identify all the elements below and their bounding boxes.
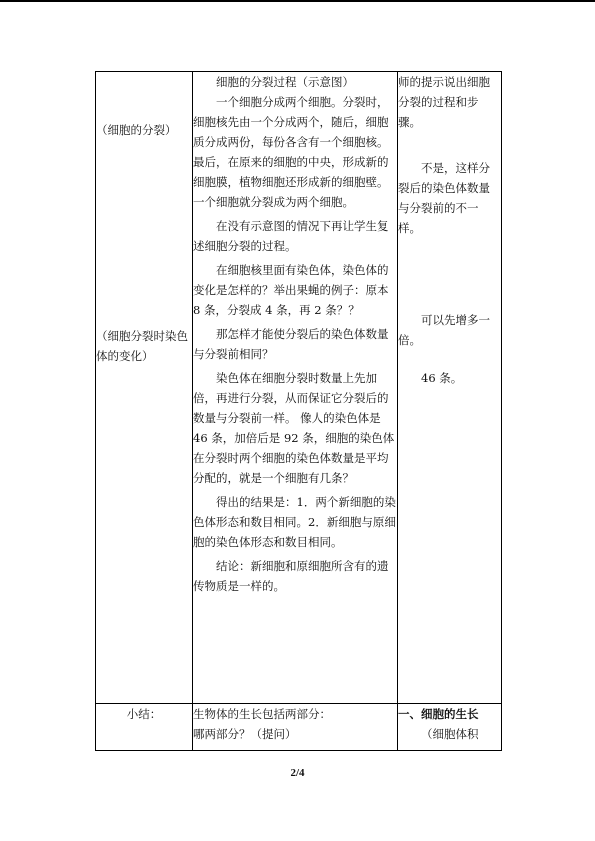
table-row [96, 704, 502, 751]
paragraph: 那怎样才能使分裂后的染色体数量与分裂前相同？ [193, 327, 389, 361]
student-note: 不是，这样分裂后的染色体数量与分裂前的不一样。 [398, 161, 490, 235]
top-rule [0, 0, 595, 2]
paragraph: 一个细胞分成两个细胞。分裂时，细胞核先由一个分成两个，随后，细胞质分成两份，每份各含有一个细胞核。最后，在原来的细胞的中央，形成新的细胞膜，植物细胞还形成新的细胞壁。一个细胞就分裂成为两个细胞。 [193, 95, 389, 209]
student-note: 可以先增多一倍。 [398, 313, 490, 347]
student-note: 46 条。 [421, 371, 463, 385]
page-number: 2/4 [290, 767, 305, 779]
paragraph: 细胞的分裂过程（示意图） [216, 75, 354, 89]
summary-label: 小结： [96, 704, 193, 751]
teacher-activity-column [193, 72, 398, 704]
label-chromosome-change: （细胞分裂时染色体的变化） [96, 329, 188, 363]
lesson-plan-table [95, 71, 502, 751]
summary-notes [398, 704, 502, 751]
student-activity-column [398, 72, 502, 704]
paragraph: 染色体在细胞分裂时数量上先加倍，再进行分裂，从而保证它分裂后的数量与分裂前一样。 像人的染色体是 46 条，加倍后是 92 条，细胞的染色体在分裂时两个细胞的染色体数量是平均分配的，就是一个细胞有几条？ [193, 371, 395, 485]
outline-column [96, 72, 193, 704]
summary-line: 生物体的生长包括两部分： [193, 707, 331, 721]
student-note: 师的提示说出细胞分裂的过程和步骤。 [398, 75, 490, 129]
summary-content [193, 704, 398, 751]
summary-heading: 一、细胞的生长 [398, 707, 479, 721]
paragraph: 得出的结果是：1．两个新细胞的染色体形态和数目相同。2．新细胞与原细胞的染色体形态和数目相同。 [193, 495, 396, 549]
paragraph: 在没有示意图的情况下再让学生复述细胞分裂的过程。 [193, 219, 389, 253]
paragraph: 在细胞核里面有染色体，染色体的变化是怎样的？举出果蝇的例子：原本 8 条，分裂成 4 条，再 2 条？？ [193, 263, 389, 317]
summary-subtext: （细胞体积 [421, 727, 479, 741]
label-cell-division: （细胞的分裂） [96, 123, 177, 137]
summary-line: 哪两部分？（提问） [193, 727, 297, 741]
paragraph: 结论：新细胞和原细胞所含有的遗传物质是一样的。 [193, 559, 389, 593]
table-row [96, 72, 502, 704]
